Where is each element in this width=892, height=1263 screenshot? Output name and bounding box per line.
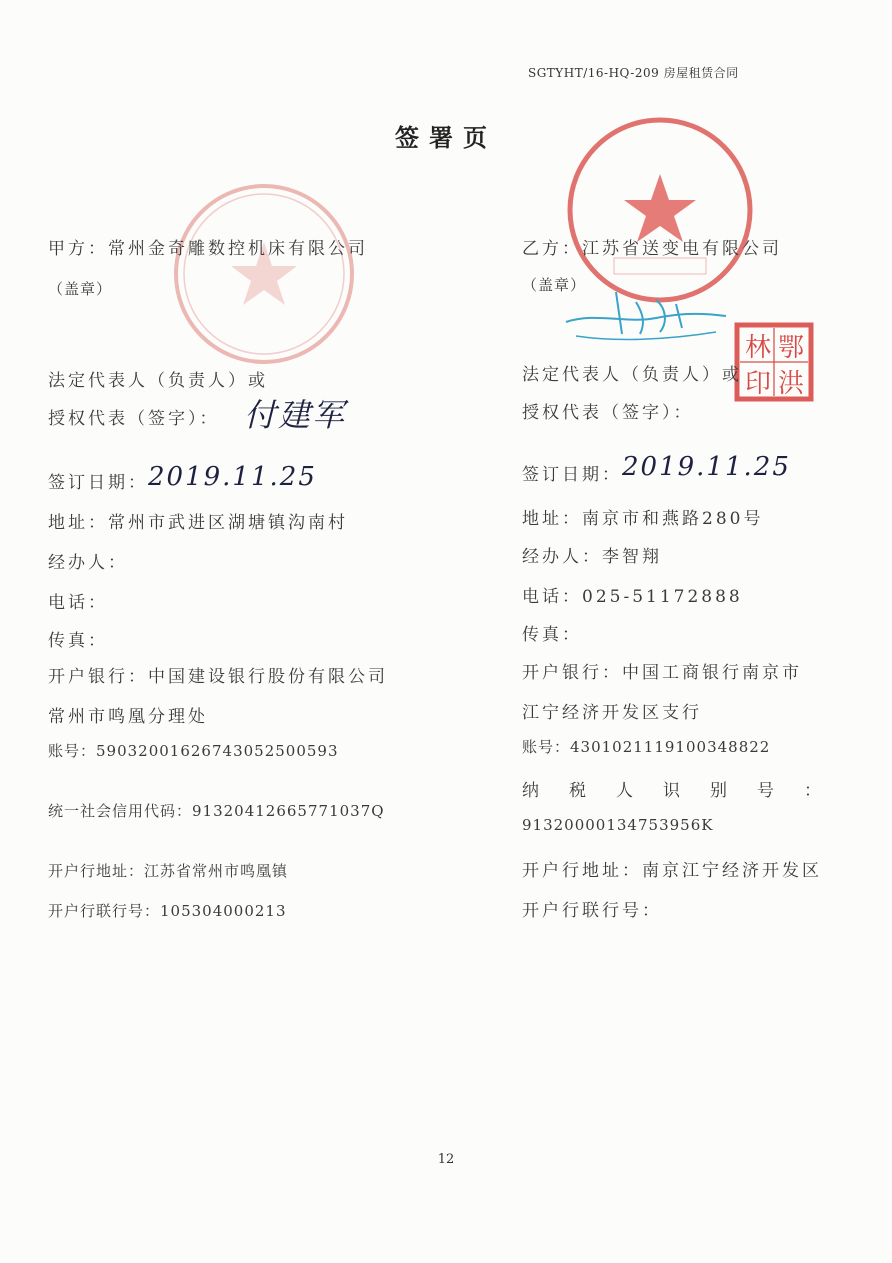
legal-representative-name-seal <box>734 322 814 402</box>
party-a-seal-note: （盖章） <box>48 280 113 298</box>
party-b-date-label: 签订日期： <box>522 465 622 485</box>
document-code: SGTYHT/16-HQ-209 房屋租赁合同 <box>528 66 739 80</box>
party-b-tax-value: 91320000134753956K <box>522 816 714 834</box>
party-b-tax-label: 纳税人识别号： <box>522 781 851 801</box>
party-b-name: 乙方：江苏省送变电有限公司 <box>522 239 782 259</box>
party-b-rep-label-1: 法定代表人（负责人）或 <box>522 365 742 385</box>
party-a-company-seal <box>168 178 360 370</box>
svg-text:印: 印 <box>745 369 772 399</box>
party-b-account: 账号：4301021119100348822 <box>522 738 771 756</box>
party-b-rep-label-2: 授权代表（签字）： <box>522 403 694 423</box>
party-a-bank-1: 开户银行：中国建设银行股份有限公司 <box>48 667 388 687</box>
party-b-seal-note: （盖章） <box>522 276 587 294</box>
party-a-bank-address: 开户行地址：江苏省常州市鸣凰镇 <box>48 862 289 880</box>
party-b-handler: 经办人：李智翔 <box>522 547 662 567</box>
party-b-company-seal <box>562 112 758 308</box>
party-b-bank-2: 江宁经济开发区支行 <box>522 703 702 723</box>
party-b-address: 地址：南京市和燕路280号 <box>522 509 764 529</box>
party-b-bank-1: 开户银行：中国工商银行南京市 <box>522 663 802 683</box>
party-a-rep-label-2: 授权代表（签字）： <box>48 409 220 429</box>
party-a-bank-code: 开户行联行号：105304000213 <box>48 902 287 920</box>
svg-text:林: 林 <box>745 333 772 363</box>
svg-text:鄂: 鄂 <box>778 333 805 363</box>
party-b-fax: 传真： <box>522 625 582 645</box>
party-a-rep-label-1: 法定代表人（负责人）或 <box>48 371 268 391</box>
party-a-account: 账号：59032001626743052500593 <box>48 742 339 760</box>
party-a-name: 甲方：常州金奇雕数控机床有限公司 <box>48 239 368 259</box>
page-title: 签署页 <box>395 123 497 152</box>
party-b-date-value: 2019.11.25 <box>622 452 791 482</box>
party-a-credit-code: 统一社会信用代码：91320412665771037Q <box>48 802 385 820</box>
party-a-signature: 付建军 <box>244 396 347 434</box>
party-b-bank-address: 开户行地址：南京江宁经济开发区 <box>522 861 822 881</box>
party-a-address: 地址：常州市武进区湖塘镇沟南村 <box>48 513 348 533</box>
party-a-date-value: 2019.11.25 <box>148 462 317 492</box>
party-a-handler: 经办人： <box>48 553 128 573</box>
party-a-phone: 电话： <box>48 593 108 613</box>
party-a-date-label: 签订日期： <box>48 473 148 493</box>
svg-text:洪: 洪 <box>778 369 805 399</box>
party-b-bank-code: 开户行联行号： <box>522 901 662 921</box>
page-number: 12 <box>437 1152 455 1167</box>
party-b-phone: 电话：025-51172888 <box>522 587 743 607</box>
party-a-bank-2: 常州市鸣凰分理处 <box>48 707 208 727</box>
party-a-fax: 传真： <box>48 631 108 651</box>
